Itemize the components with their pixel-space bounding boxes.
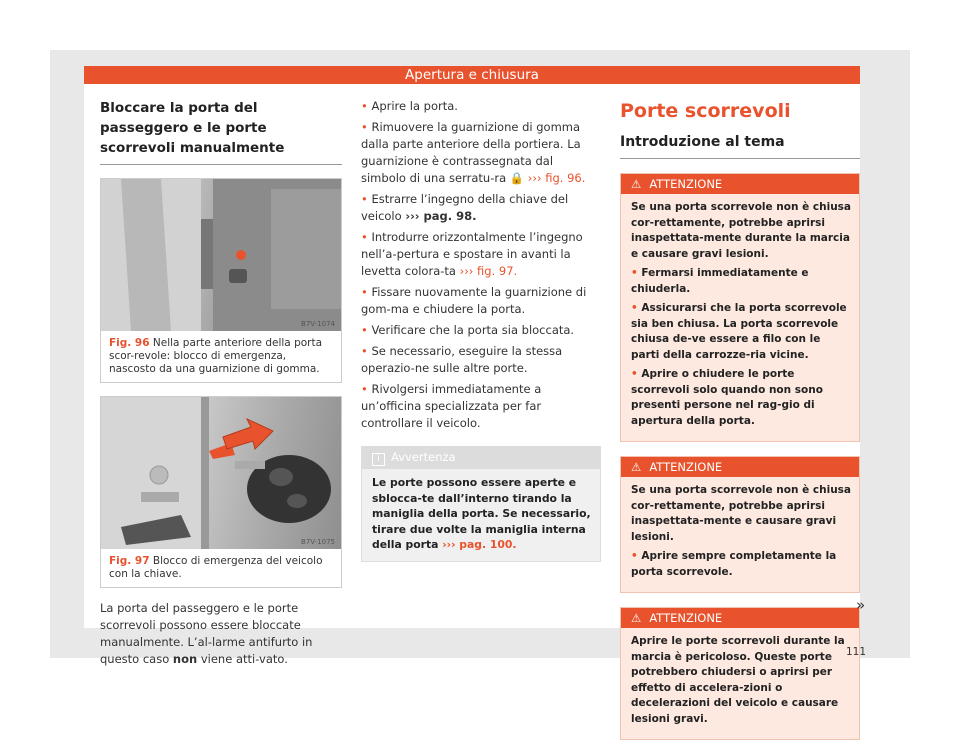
figure-96 (100, 178, 342, 383)
warning-text: Se una porta scorrevole non è chiusa cor-rettamente, potrebbe aprirsi inaspettata-mente durante la marcia e causare gravi lesioni. (631, 201, 852, 260)
warning-box (620, 173, 860, 442)
lock-icon: 🔒 (509, 171, 525, 185)
section-heading: Bloccare la porta del passeggero e le porte scorrevoli manualmente (100, 98, 342, 165)
right-column (620, 98, 860, 740)
figure-caption (101, 549, 341, 587)
list-item: • Se necessario, eseguire la stessa operazio-ne sulle altre porte. (361, 344, 563, 375)
warning-box (620, 456, 860, 593)
door-lock-photo (101, 179, 341, 331)
caption-text: Nella parte anteriore della porta scor-revole: blocco di emergenza, nascosto da una guarnizione di gomma. (109, 337, 323, 375)
list-item: • Rimuovere la guarnizione di gomma dalla parte anteriore della portiera. La guarnizione è contrassegnata dal simbolo di una serratu-ra 🔒 ››› fig. 96. (361, 120, 586, 185)
continue-marker: » (856, 596, 866, 614)
caption-text: Blocco di emergenza del veicolo con la chiave. (109, 555, 323, 580)
warning-triangle-icon: ⚠ (631, 177, 642, 191)
figure-97 (100, 396, 342, 588)
warning-body (621, 194, 859, 441)
list-item: • Estrarre l’ingegno della chiave del veicolo ››› pag. 98. (361, 192, 569, 223)
key-illustration (101, 397, 341, 549)
section-subtitle: Introduzione al tema (620, 132, 860, 159)
chapter-title: Porte scorrevoli (620, 100, 791, 122)
list-item: • Aprire o chiudere le porte scorrevoli solo quando non sono presenti persone nel rag-gio di apertura della porta. (631, 368, 823, 427)
warning-body (621, 477, 859, 592)
list-item: • Aprire la porta. (361, 99, 458, 113)
paragraph-text: viene atti-vato. (200, 652, 288, 666)
note-box (361, 446, 601, 562)
list-item: • Introdurre orizzontalmente l’ingegno nell’a-pertura e spostare in avanti la levetta colora-ta ››› fig. 97. (361, 230, 583, 278)
cross-reference[interactable]: ››› pag. 100. (442, 538, 517, 551)
page-number: 111 (846, 646, 867, 658)
warning-box (620, 607, 860, 740)
warning-triangle-icon: ⚠ (631, 611, 642, 625)
figure-number: Fig. 96 (109, 337, 150, 349)
list-item: • Verificare che la porta sia bloccata. (361, 323, 575, 337)
warning-header: ⚠ ATTENZIONE (621, 608, 859, 628)
warning-header: ⚠ ATTENZIONE (621, 457, 859, 477)
note-title: Avvertenza (391, 450, 456, 464)
warning-text: Se una porta scorrevole non è chiusa cor-rettamente, potrebbe aprirsi inaspettata-mente e causare gravi lesioni. (631, 484, 852, 543)
warning-text: Aprire le porte scorrevoli durante la marcia è pericoloso. Queste porte potrebbero chiudersi o aprirsi per effetto di accelera-zioni o decelerazioni del veicolo e causare lesioni gravi. (631, 635, 845, 725)
cross-reference[interactable]: ››› fig. 96. (527, 171, 586, 185)
key-lock-photo (101, 397, 341, 549)
list-item: • Fissare nuovamente la guarnizione di gom-ma e chiudere la porta. (361, 285, 587, 316)
note-header (362, 447, 600, 469)
intro-paragraph (100, 600, 342, 668)
figure-code: B7V-1074 (301, 320, 335, 328)
info-icon: i (372, 453, 385, 466)
list-item: • Assicurarsi che la porta scorrevole sia ben chiusa. La porta scorrevole chiusa de-ve essere a filo con le parti della carrozze-ria vicine. (631, 302, 847, 361)
cross-reference[interactable]: ››› pag. 98. (405, 209, 477, 223)
left-column (100, 98, 342, 668)
figure-caption (101, 331, 341, 382)
section-header: Apertura e chiusura (84, 66, 860, 84)
paragraph-text: La porta del passeggero e le porte scorrevoli possono essere bloccate manualmente. L’al-larme antifurto in questo caso (100, 601, 313, 666)
steps-list (361, 98, 601, 432)
warning-header: ⚠ ATTENZIONE (621, 174, 859, 194)
figure-number: Fig. 97 (109, 555, 150, 567)
cross-reference[interactable]: ››› fig. 97. (459, 264, 518, 278)
list-item: • Aprire sempre completamente la porta scorrevole. (631, 550, 837, 578)
note-body: Le porte possono essere aperte e sblocca-te dall’interno tirando la maniglia della porta. Se necessario, tirare due volte la maniglia interna della porta ››› pag. 100. (372, 476, 591, 551)
warning-triangle-icon: ⚠ (631, 460, 642, 474)
list-item: • Fermarsi immediatamente e chiuderla. (631, 267, 809, 295)
figure-code: B7V-1075 (301, 538, 335, 546)
warning-body (621, 628, 859, 739)
list-item: • Rivolgersi immediatamente a un’officina specializzata per far controllare il veicolo. (361, 382, 542, 430)
middle-column (361, 98, 601, 562)
door-illustration (101, 179, 341, 331)
paragraph-emphasis: non (172, 652, 198, 666)
